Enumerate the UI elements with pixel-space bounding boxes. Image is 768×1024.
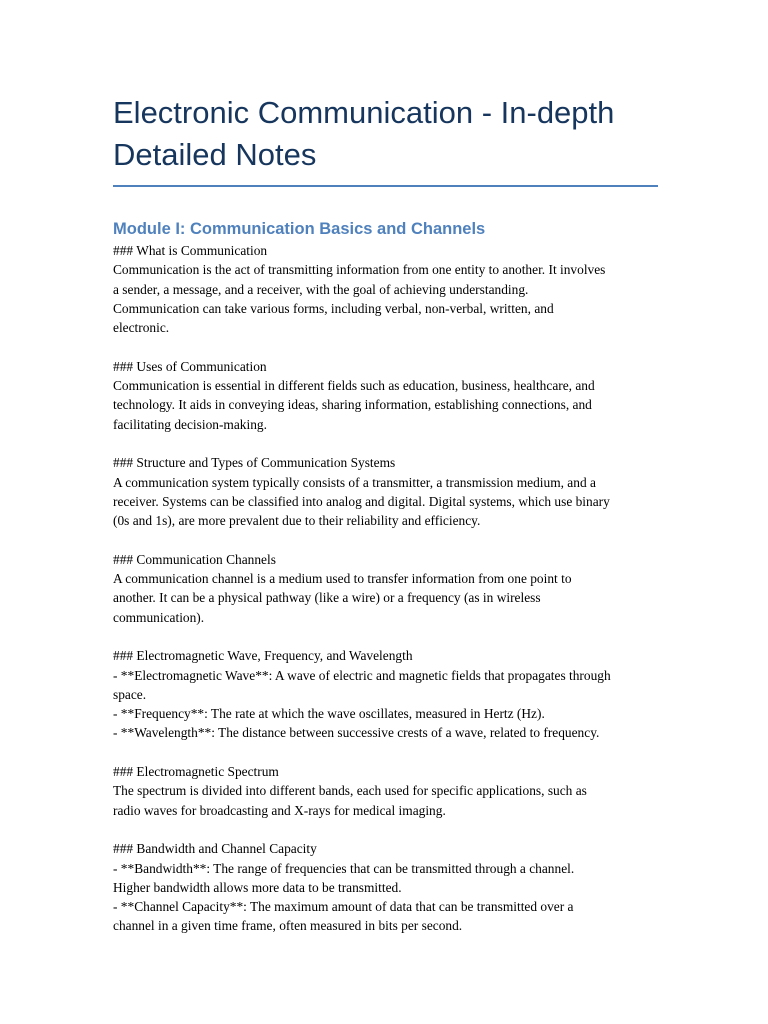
section-heading: ### Communication Channels xyxy=(113,551,276,567)
body-line: Higher bandwidth allows more data to be transmitted. xyxy=(113,879,402,895)
body-line: Communication is essential in different fields such as education, business, healthcare, and xyxy=(113,378,595,394)
section-electromagnetic-spectrum xyxy=(113,762,658,820)
body-line: communication). xyxy=(113,609,205,625)
body-line: - **Bandwidth**: The range of frequencies that can be transmitted through a channel. xyxy=(113,860,575,876)
body-line: a sender, a message, and a receiver, with the goal of achieving understanding. xyxy=(113,281,529,297)
body-line: receiver. Systems can be classified into analog and digital. Digital systems, which use binary xyxy=(113,493,610,509)
section-communication-channels xyxy=(113,550,658,627)
section-what-is-communication xyxy=(113,241,658,337)
section-heading: ### Structure and Types of Communication Systems xyxy=(113,455,396,471)
body-line: channel in a given time frame, often measured in bits per second. xyxy=(113,918,463,934)
body-line: A communication channel is a medium used to transfer information from one point to xyxy=(113,571,572,587)
body-line: space. xyxy=(113,686,147,702)
body-line: (0s and 1s), are more prevalent due to their reliability and efficiency. xyxy=(113,513,481,529)
body-line: radio waves for broadcasting and X-rays for medical imaging. xyxy=(113,802,446,818)
body-line: electronic. xyxy=(113,320,170,336)
section-heading: ### Electromagnetic Wave, Frequency, and Wavelength xyxy=(113,648,413,664)
section-structure-and-types xyxy=(113,453,658,530)
body-line: - **Channel Capacity**: The maximum amount of data that can be transmitted over a xyxy=(113,899,574,915)
body-line: - **Electromagnetic Wave**: A wave of electric and magnetic fields that propagates through xyxy=(113,667,611,683)
section-heading: ### Electromagnetic Spectrum xyxy=(113,764,279,780)
section-heading: ### What is Communication xyxy=(113,243,268,258)
section-heading: ### Uses of Communication xyxy=(113,358,267,374)
body-line: another. It can be a physical pathway (like a wire) or a frequency (as in wireless xyxy=(113,590,541,606)
document-page xyxy=(113,92,658,936)
body-line: facilitating decision-making. xyxy=(113,416,267,432)
body-line: The spectrum is divided into different bands, each used for specific applications, such as xyxy=(113,783,587,799)
document-title-line: Detailed Notes xyxy=(113,137,317,172)
module-heading: Module I: Communication Basics and Channels xyxy=(113,220,486,238)
section-heading: ### Bandwidth and Channel Capacity xyxy=(113,841,317,857)
body-line: A communication system typically consists of a transmitter, a transmission medium, and a xyxy=(113,474,596,490)
section-electromagnetic-wave xyxy=(113,646,658,742)
body-line: Communication is the act of transmitting information from one entity to another. It involves xyxy=(113,262,606,278)
body-line: technology. It aids in conveying ideas, sharing information, establishing connections, and xyxy=(113,397,592,413)
body-line: - **Frequency**: The rate at which the wave oscillates, measured in Hertz (Hz). xyxy=(113,706,545,722)
section-uses-of-communication xyxy=(113,357,658,434)
body-line: Communication can take various forms, including verbal, non-verbal, written, and xyxy=(113,300,554,316)
section-bandwidth-and-capacity xyxy=(113,839,658,935)
document-title-line: Electronic Communication - In-depth xyxy=(113,95,615,130)
body-line: - **Wavelength**: The distance between successive crests of a wave, related to frequency. xyxy=(113,725,600,741)
document-title xyxy=(113,92,658,187)
